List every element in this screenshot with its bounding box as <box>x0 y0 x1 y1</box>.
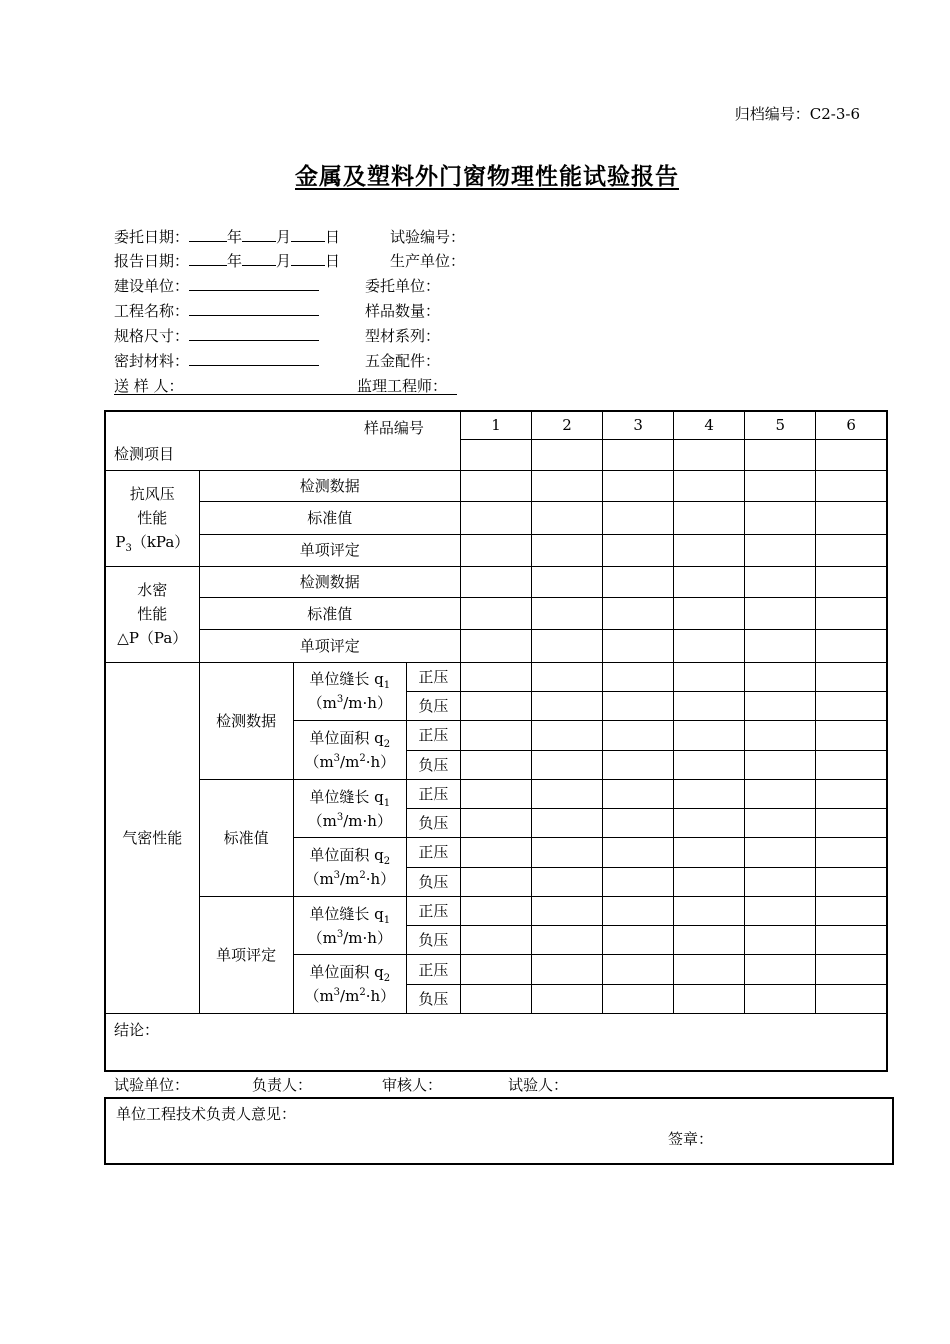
report-date-label: 报告日期： <box>114 252 190 270</box>
commission-month-field[interactable] <box>242 225 276 242</box>
measured-data-label: 检测数据 <box>199 662 293 779</box>
q2-label: 单位面积 $q_2$ $(m^3/m^2\cdot h)$ <box>293 955 406 1014</box>
sample-no-label: 样品编号 <box>363 419 424 437</box>
data-cell[interactable] <box>674 630 745 662</box>
sealing-material-field[interactable] <box>189 349 319 366</box>
q1-label: 单位缝长 $q_1$ $(m^3/m\cdot h)$ <box>293 662 406 721</box>
project-name-row <box>114 299 319 323</box>
data-cell[interactable] <box>460 867 531 896</box>
data-cell[interactable] <box>745 566 816 597</box>
data-cell[interactable] <box>745 630 816 662</box>
data-cell[interactable] <box>674 809 745 838</box>
q1-label: 单位缝长 $q_1$ $(m^3/m\cdot h)$ <box>293 896 406 955</box>
table-header-cell <box>105 411 460 471</box>
spec-size-row <box>114 324 319 348</box>
sender-row[interactable] <box>114 374 457 395</box>
data-cell[interactable] <box>745 926 816 955</box>
data-cell[interactable] <box>816 598 887 630</box>
signature-label: 签章： <box>668 1130 714 1148</box>
data-cell[interactable] <box>603 984 674 1013</box>
data-cell[interactable] <box>816 779 887 808</box>
data-cell[interactable] <box>460 809 531 838</box>
commission-date-label: 委托日期： <box>114 228 190 246</box>
data-cell[interactable] <box>816 838 887 867</box>
evaluation-label: 单项评定 <box>199 630 460 662</box>
data-cell[interactable] <box>460 984 531 1013</box>
data-cell[interactable] <box>603 896 674 925</box>
data-cell[interactable] <box>745 955 816 984</box>
data-cell[interactable] <box>674 779 745 808</box>
project-name-field[interactable] <box>189 299 319 316</box>
positive-pressure-label: 正压 <box>406 662 460 691</box>
data-cell[interactable] <box>816 439 887 470</box>
year-label: 年 <box>227 252 243 270</box>
page-title: 金属及塑料外门窗物理性能试验报告 <box>295 163 679 190</box>
report-day-field[interactable] <box>291 249 325 266</box>
data-cell[interactable] <box>532 926 603 955</box>
construction-unit-row <box>114 274 319 298</box>
data-cell[interactable] <box>674 662 745 691</box>
data-cell[interactable] <box>674 598 745 630</box>
data-cell[interactable] <box>532 750 603 779</box>
data-cell[interactable] <box>603 691 674 720</box>
data-cell[interactable] <box>603 566 674 597</box>
commission-day-field[interactable] <box>291 225 325 242</box>
data-cell[interactable] <box>816 750 887 779</box>
positive-pressure-label: 正压 <box>406 721 460 750</box>
data-cell[interactable] <box>460 838 531 867</box>
profile-series-label: 型材系列： <box>365 327 441 345</box>
data-cell[interactable] <box>532 867 603 896</box>
standard-value-label: 标准值 <box>199 598 460 630</box>
data-cell[interactable] <box>745 598 816 630</box>
data-cell[interactable] <box>460 502 531 534</box>
data-cell[interactable] <box>816 809 887 838</box>
positive-pressure-label: 正压 <box>406 838 460 867</box>
conclusion-cell[interactable] <box>105 1013 887 1071</box>
sample-no-5: 5 <box>745 411 816 439</box>
data-cell[interactable] <box>816 566 887 597</box>
measured-data-label: 检测数据 <box>199 566 460 597</box>
evaluation-label: 单项评定 <box>199 534 460 566</box>
data-cell[interactable] <box>532 984 603 1013</box>
data-cell[interactable] <box>603 471 674 502</box>
data-cell[interactable] <box>603 721 674 750</box>
data-cell[interactable] <box>460 721 531 750</box>
data-cell[interactable] <box>816 721 887 750</box>
commission-year-field[interactable] <box>189 225 227 242</box>
data-cell[interactable] <box>816 534 887 566</box>
data-cell[interactable] <box>460 566 531 597</box>
data-cell[interactable] <box>460 926 531 955</box>
sample-no-3: 3 <box>603 411 674 439</box>
air-tightness-label: 气密性能 <box>105 662 199 1013</box>
data-cell[interactable] <box>674 838 745 867</box>
data-cell[interactable] <box>745 721 816 750</box>
spec-size-field[interactable] <box>189 324 319 341</box>
negative-pressure-label: 负压 <box>406 867 460 896</box>
data-cell[interactable] <box>816 471 887 502</box>
data-cell[interactable] <box>532 439 603 470</box>
negative-pressure-label: 负压 <box>406 691 460 720</box>
sample-no-4: 4 <box>674 411 745 439</box>
responsible-label: 负责人： <box>252 1076 313 1094</box>
data-cell[interactable] <box>674 984 745 1013</box>
data-cell[interactable] <box>603 955 674 984</box>
positive-pressure-label: 正压 <box>406 955 460 984</box>
data-cell[interactable] <box>674 566 745 597</box>
data-cell[interactable] <box>674 896 745 925</box>
data-cell[interactable] <box>745 691 816 720</box>
data-cell[interactable] <box>674 721 745 750</box>
day-label: 日 <box>325 228 341 246</box>
data-cell[interactable] <box>532 691 603 720</box>
q2-label: 单位面积 $q_2$ $(m^3/m^2\cdot h)$ <box>293 721 406 780</box>
project-name-label: 工程名称： <box>114 302 190 320</box>
commission-date-row <box>114 225 340 249</box>
positive-pressure-label: 正压 <box>406 779 460 808</box>
wind-pressure-label: 抗风压 性能 $P_3(kPa)$ <box>105 471 199 567</box>
data-cell[interactable] <box>816 662 887 691</box>
negative-pressure-label: 负压 <box>406 750 460 779</box>
supervisor-label: 监理工程师： <box>357 377 448 395</box>
data-cell[interactable] <box>745 838 816 867</box>
data-cell[interactable] <box>603 926 674 955</box>
data-cell[interactable] <box>816 691 887 720</box>
negative-pressure-label: 负压 <box>406 926 460 955</box>
data-cell[interactable] <box>816 984 887 1013</box>
hardware-label: 五金配件： <box>365 352 441 370</box>
month-label: 月 <box>276 252 292 270</box>
data-cell[interactable] <box>532 955 603 984</box>
data-cell[interactable] <box>674 926 745 955</box>
data-cell[interactable] <box>816 955 887 984</box>
water-tightness-label: 水密 性能 △P（Pa） <box>105 566 199 662</box>
sample-no-6: 6 <box>816 411 887 439</box>
data-cell[interactable] <box>460 439 531 470</box>
q1-label: 单位缝长 $q_1$ $(m^3/m\cdot h)$ <box>293 779 406 838</box>
month-label: 月 <box>276 228 292 246</box>
opinion-label: 单位工程技术负责人意见： <box>116 1105 297 1123</box>
data-cell[interactable] <box>603 662 674 691</box>
data-cell[interactable] <box>460 691 531 720</box>
sample-qty-label: 样品数量： <box>365 302 441 320</box>
sender-label: 送 样 人： <box>114 377 184 395</box>
data-cell[interactable] <box>532 779 603 808</box>
standard-value-label: 标准值 <box>199 502 460 534</box>
negative-pressure-label: 负压 <box>406 809 460 838</box>
data-cell[interactable] <box>460 955 531 984</box>
evaluation-label: 单项评定 <box>199 896 293 1013</box>
data-cell[interactable] <box>745 896 816 925</box>
data-cell[interactable] <box>745 779 816 808</box>
year-label: 年 <box>227 228 243 246</box>
data-cell[interactable] <box>745 809 816 838</box>
data-cell[interactable] <box>460 896 531 925</box>
data-cell[interactable] <box>532 809 603 838</box>
data-cell[interactable] <box>532 721 603 750</box>
sample-no-1: 1 <box>460 411 531 439</box>
data-cell[interactable] <box>745 750 816 779</box>
test-results-table <box>104 410 888 1072</box>
data-cell[interactable] <box>532 838 603 867</box>
data-cell[interactable] <box>532 896 603 925</box>
data-cell[interactable] <box>745 439 816 470</box>
data-cell[interactable] <box>460 750 531 779</box>
data-cell[interactable] <box>745 984 816 1013</box>
data-cell[interactable] <box>816 867 887 896</box>
tester-label: 试验人： <box>508 1076 569 1094</box>
positive-pressure-label: 正压 <box>406 896 460 925</box>
data-cell[interactable] <box>532 598 603 630</box>
data-cell[interactable] <box>745 534 816 566</box>
data-cell[interactable] <box>603 439 674 470</box>
data-cell[interactable] <box>674 502 745 534</box>
report-month-field[interactable] <box>242 249 276 266</box>
data-cell[interactable] <box>674 750 745 779</box>
producer-label: 生产单位： <box>390 252 466 270</box>
q2-label: 单位面积 $q_2$ $(m^3/m^2\cdot h)$ <box>293 838 406 897</box>
data-cell[interactable] <box>674 534 745 566</box>
data-cell[interactable] <box>674 955 745 984</box>
signature-line <box>114 1074 568 1095</box>
conclusion-label: 结论： <box>114 1020 160 1039</box>
data-cell[interactable] <box>816 926 887 955</box>
construction-unit-label: 建设单位： <box>114 277 190 295</box>
data-cell[interactable] <box>603 502 674 534</box>
day-label: 日 <box>325 252 341 270</box>
data-cell[interactable] <box>603 779 674 808</box>
report-date-row <box>114 249 340 273</box>
data-cell[interactable] <box>532 662 603 691</box>
data-cell[interactable] <box>460 779 531 808</box>
data-cell[interactable] <box>745 471 816 502</box>
data-cell[interactable] <box>603 838 674 867</box>
sealing-material-row <box>114 349 319 373</box>
test-unit-label: 试验单位： <box>114 1076 190 1094</box>
data-cell[interactable] <box>674 867 745 896</box>
data-cell[interactable] <box>603 867 674 896</box>
report-year-field[interactable] <box>189 249 227 266</box>
data-cell[interactable] <box>532 630 603 662</box>
data-cell[interactable] <box>460 662 531 691</box>
data-cell[interactable] <box>532 471 603 502</box>
data-cell[interactable] <box>674 439 745 470</box>
standard-value-label: 标准值 <box>199 779 293 896</box>
technical-opinion-box[interactable] <box>104 1097 894 1165</box>
data-cell[interactable] <box>674 471 745 502</box>
data-cell[interactable] <box>460 471 531 502</box>
test-item-label: 检测项目 <box>114 445 175 464</box>
data-cell[interactable] <box>816 630 887 662</box>
test-no-label: 试验编号： <box>390 228 466 246</box>
data-cell[interactable] <box>816 502 887 534</box>
client-unit-label: 委托单位： <box>365 277 441 295</box>
sample-no-2: 2 <box>532 411 603 439</box>
data-cell[interactable] <box>460 598 531 630</box>
data-cell[interactable] <box>603 598 674 630</box>
data-cell[interactable] <box>745 867 816 896</box>
data-cell[interactable] <box>745 502 816 534</box>
archive-number: 归档编号：C2-3-6 <box>734 105 860 123</box>
data-cell[interactable] <box>460 630 531 662</box>
data-cell[interactable] <box>603 534 674 566</box>
data-cell[interactable] <box>532 566 603 597</box>
data-cell[interactable] <box>532 502 603 534</box>
data-cell[interactable] <box>532 534 603 566</box>
data-cell[interactable] <box>460 534 531 566</box>
data-cell[interactable] <box>674 691 745 720</box>
data-cell[interactable] <box>603 809 674 838</box>
construction-unit-field[interactable] <box>189 274 319 291</box>
measured-data-label: 检测数据 <box>199 471 460 502</box>
data-cell[interactable] <box>745 662 816 691</box>
sealing-material-label: 密封材料： <box>114 352 190 370</box>
spec-size-label: 规格尺寸： <box>114 327 190 345</box>
reviewer-label: 审核人： <box>382 1076 443 1094</box>
data-cell[interactable] <box>816 896 887 925</box>
data-cell[interactable] <box>603 630 674 662</box>
negative-pressure-label: 负压 <box>406 984 460 1013</box>
data-cell[interactable] <box>603 750 674 779</box>
